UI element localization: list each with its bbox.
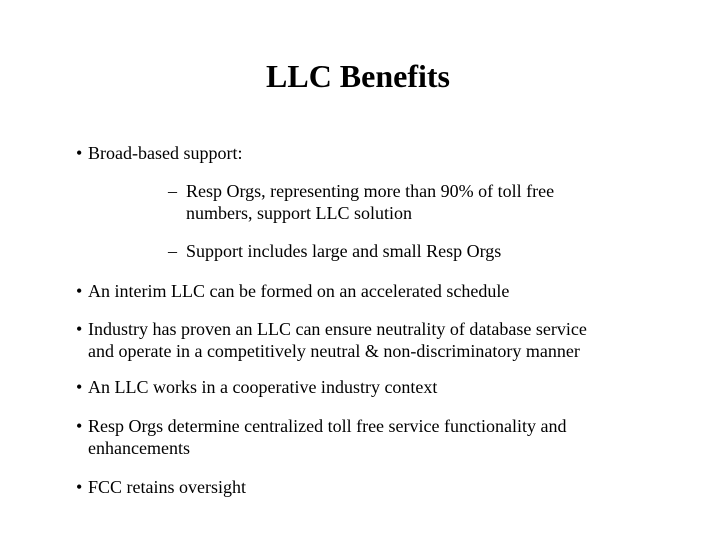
bullet-icon: • <box>76 143 83 163</box>
bullet-icon: • <box>76 416 83 436</box>
bullet-icon: • <box>76 319 83 339</box>
bullet-text: Broad-based support: <box>88 143 243 163</box>
bullet-text: An LLC works in a cooperative industry context <box>88 377 438 397</box>
sub-item-line: Support includes large and small Resp Orgs <box>186 241 502 261</box>
bullet-icon: • <box>76 377 83 397</box>
bullet-line: Resp Orgs determine centralized toll free service functionality and <box>88 416 567 436</box>
bullet-line: Industry has proven an LLC can ensure neutrality of database service <box>88 319 587 339</box>
bullet-text: FCC retains oversight <box>88 477 246 497</box>
sub-item-line: numbers, support LLC solution <box>186 203 412 223</box>
dash-icon: – <box>168 241 177 261</box>
bullet-icon: • <box>76 477 83 497</box>
sub-item-line: Resp Orgs, representing more than 90% of toll free <box>186 181 555 201</box>
dash-icon: – <box>168 181 177 201</box>
slide-title: LLC Benefits <box>266 58 450 94</box>
bullet-line: and operate in a competitively neutral & non-discriminatory manner <box>88 341 580 361</box>
bullet-icon: • <box>76 281 83 301</box>
bullet-text: An interim LLC can be formed on an accelerated schedule <box>88 281 510 301</box>
bullet-line: enhancements <box>88 438 190 458</box>
